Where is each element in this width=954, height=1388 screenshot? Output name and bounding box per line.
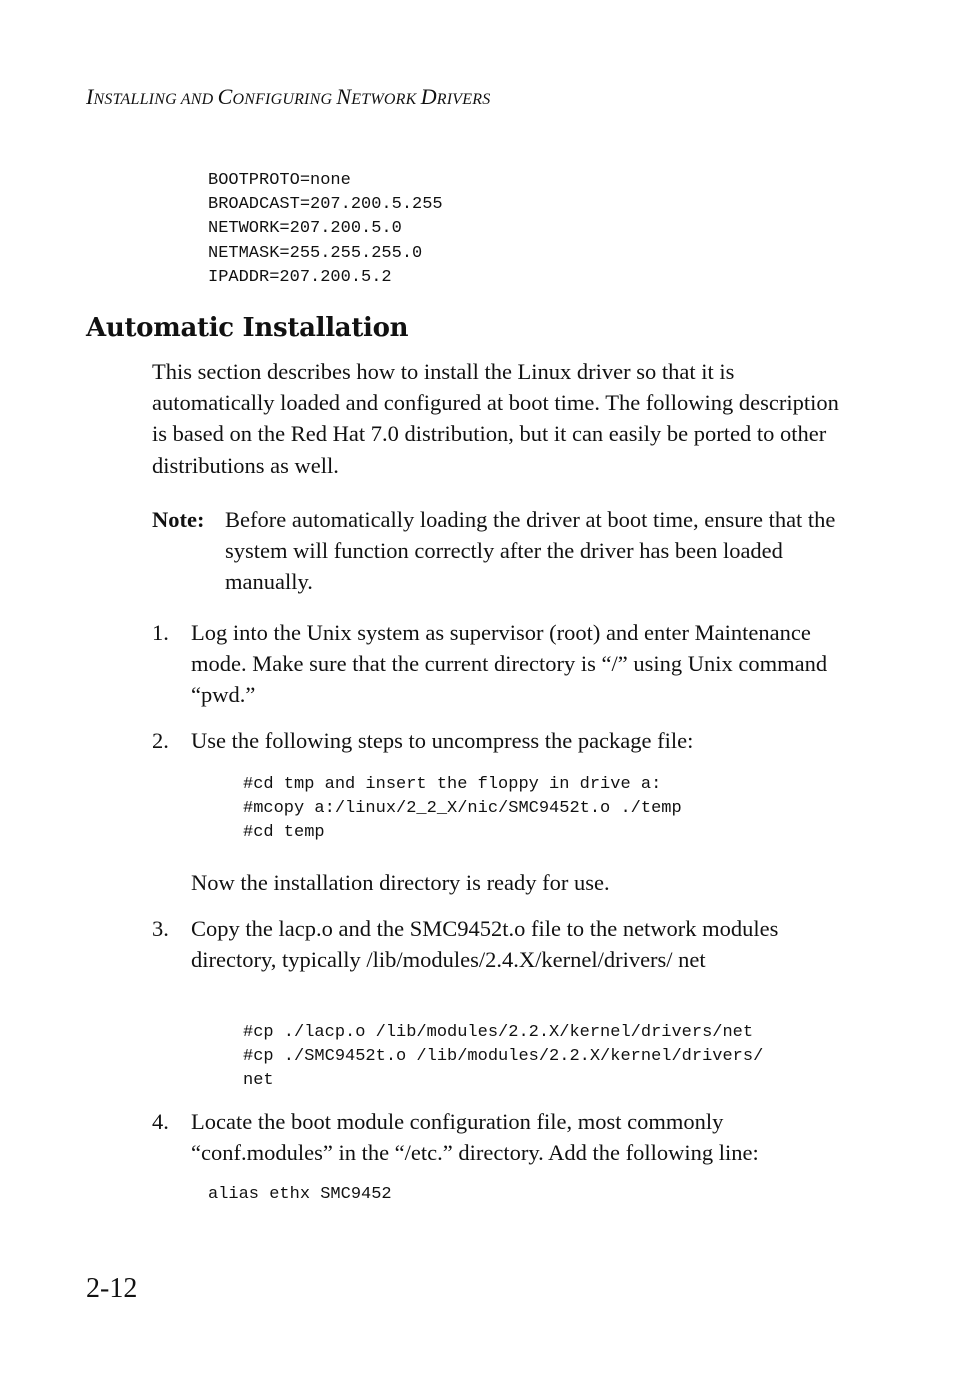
running-head-part: N <box>336 84 352 109</box>
uncompress-code: #cd tmp and insert the floppy in drive a: #mcopy a:/linux/2_2_X/nic/SMC9452t.o ./temp #cd temp <box>243 775 682 843</box>
running-head-part: RIVERS <box>436 91 491 108</box>
running-head <box>86 84 490 110</box>
network-config-code: BOOTPROTO=none BROADCAST=207.200.5.255 NETWORK=207.200.5.0 NETMASK=255.255.255.0 IPADDR=207.200.5.2 <box>208 171 443 287</box>
section-heading: Automatic Installation <box>86 313 409 343</box>
step-text: Use the following steps to uncompress the package file: <box>191 728 694 753</box>
running-head-part: D <box>420 84 437 109</box>
copy-code: #cp ./lacp.o /lib/modules/2.2.X/kernel/drivers/net #cp ./SMC9452t.o /lib/modules/2.2.X/kernel/drivers/ net <box>243 1023 764 1091</box>
note-text: Before automatically loading the driver at boot time, ensure that the system will function correctly after the driver has been loaded manually. <box>225 507 836 595</box>
step-text: Log into the Unix system as supervisor (root) and enter Maintenance mode. Make sure that the current directory is “/” using Unix command “pwd.” <box>191 620 828 708</box>
running-head-part: ONFIGURING <box>232 91 337 108</box>
step-text: Copy the lacp.o and the SMC9452t.o file to the network modules directory, typically /lib/modules/2.4.X/kernel/drivers/ net <box>191 916 779 973</box>
alias-code: alias ethx SMC9452 <box>208 1185 392 1204</box>
running-head-part: ETWORK <box>351 91 421 108</box>
intro-paragraph: This section describes how to install the Linux driver so that it is automatically loaded and configured at boot time. The following description is based on the Red Hat 7.0 distribution, but it can easily be ported to other distributions as well. <box>152 359 839 478</box>
page-number: 2-12 <box>86 1273 138 1304</box>
step-number: 4. <box>152 1109 169 1134</box>
step-number: 2. <box>152 728 169 753</box>
running-head-part: C <box>217 84 233 109</box>
step-number: 3. <box>152 916 169 941</box>
running-head-part: I <box>86 84 94 109</box>
step-followup: Now the installation directory is ready for use. <box>191 870 610 895</box>
running-head-part: NSTALLING AND <box>93 91 218 108</box>
note-label: Note: <box>152 507 205 532</box>
step-text: Locate the boot module configuration file, most commonly “conf.modules” in the “/etc.” directory. Add the following line: <box>191 1109 759 1166</box>
step-number: 1. <box>152 620 169 645</box>
